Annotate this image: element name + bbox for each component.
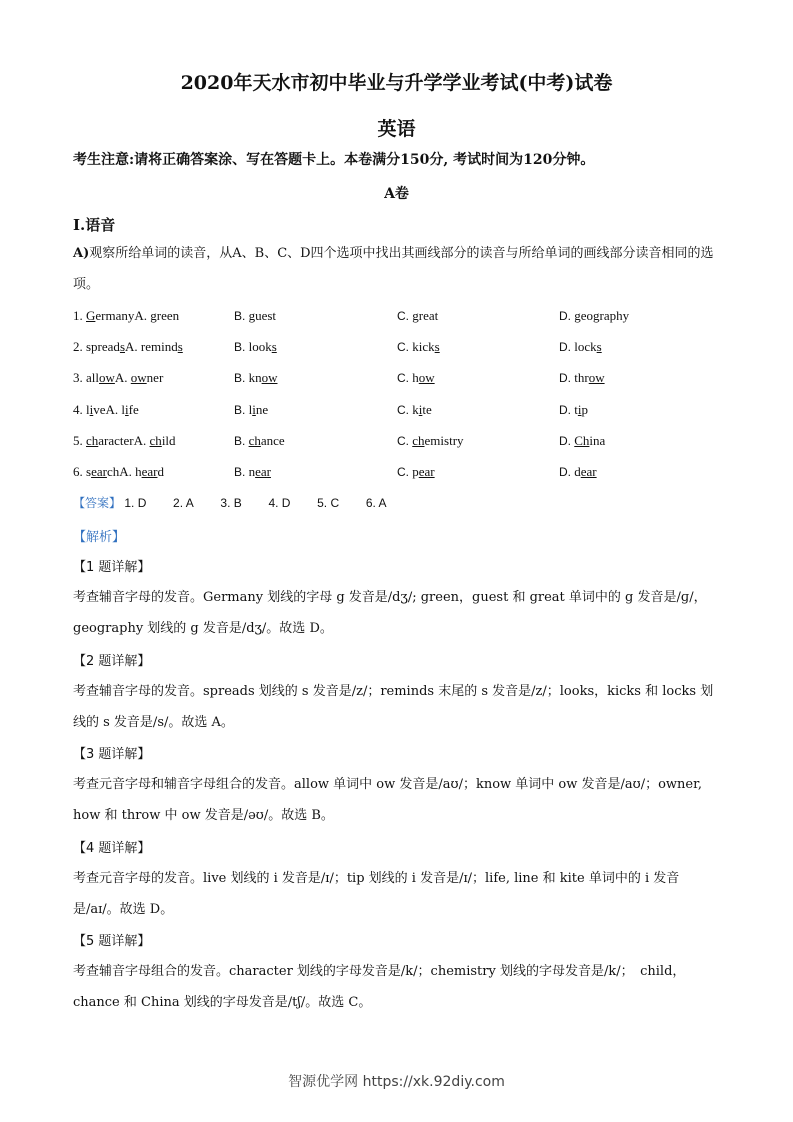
underlined-letters: ear [255,464,271,479]
word-part: kick [412,339,435,355]
analysis-label: 【解析】 [73,530,126,545]
option-letter: D. [559,340,571,355]
option-b [234,433,285,449]
option-letter: B. [234,340,246,355]
underlined-letters: ch [86,432,99,448]
underlined-letters: ch [248,432,261,448]
option-d [559,370,605,386]
word-part: A. [133,432,150,448]
word-part: A. [134,308,151,323]
word-part: lock [574,339,597,355]
word-part: aracter [98,432,134,448]
underlined-letters: i [418,401,423,417]
option-letter: C. [397,371,409,386]
word-part: ermany [95,308,135,323]
word-part: A. l [105,401,126,417]
detail-text: 考查元音字母和辅音字母组合的发音。allow 单词中 ow 发音是/aʊ/；know 单词中 ow 发音是/aʊ/；owner, how 和 throw 中 ow 发音是/əʊ/。故选 B。 [73,777,703,823]
instruction-marker: A) [73,246,90,261]
underlined-letters: ear [141,464,158,479]
underlined-letters: s [434,339,440,355]
option-letter: C. [397,433,409,448]
instruction [73,238,723,300]
option-letter: C. [397,402,409,417]
underlined-letters: g [150,308,157,323]
word-part: reat [418,308,439,323]
word-part: reen [156,308,180,323]
option-letter: D. [559,309,571,323]
word-part: spread [86,339,120,355]
volume-heading: A卷 [384,186,409,202]
word-part: ner [146,370,164,386]
subject-heading: 英语 [377,118,416,140]
detail-heading: 【1 题详解】 [73,560,151,575]
detail-heading: 【2 题详解】 [73,654,151,669]
word-part: fe [128,401,139,417]
word-part: ne [255,401,269,417]
option-c [397,402,432,418]
option-letter: C. [397,309,409,323]
underlined-letters: g [412,308,419,323]
word-part: thr [574,370,589,386]
option-b [234,339,277,355]
word-part: look [248,339,272,355]
answer-item: 6. A [365,496,387,510]
word-part: all [86,370,99,386]
underlined-letters: g [248,308,256,323]
underlined-letters: s [596,339,602,355]
word-part: ve [93,401,106,417]
question-number: 6. [73,464,83,479]
detail-text: 考查辅音字母的发音。spreads 划线的 s 发音是/z/；reminds 末尾的 s 发音是/z/；looks，kicks 和 locks 划线的 s 发音是/s/。故选 A。 [73,684,714,730]
detail-heading: 【5 题详解】 [73,934,151,949]
option-b [234,402,268,418]
option-letter: B. [234,433,246,448]
word-part: d [574,464,581,479]
option-c [397,464,435,480]
option-b [234,464,271,480]
underlined-letters: ow [130,370,147,386]
question-stem [73,402,139,418]
option-b [234,308,276,324]
option-d [559,308,629,324]
word-part: A. remind [125,339,178,355]
page-title: 2020年天水市初中毕业与升学学业考试(中考)试卷 [180,72,613,94]
underlined-letters: ear [91,464,107,479]
word-part: ina [589,432,606,448]
detail-heading: 【3 题详解】 [73,747,151,762]
word-part: k [412,401,419,417]
underlined-letters: i [252,401,256,417]
word-part: ch [106,464,120,479]
question-stem [73,433,176,449]
word-part: s [86,464,92,479]
exam-notice: 考生注意:请将正确答案涂、写在答题卡上。本卷满分150分, 考试时间为120分钟。 [73,152,595,168]
option-c [397,339,440,355]
underlined-letters: Ch [574,432,590,448]
answer-row [73,494,387,511]
question-stem [73,464,164,480]
detail-text: 考查辅音字母的发音。Germany 划线的字母 g 发音是/dʒ/; green，guest 和 great 单词中的 g 发音是/ɡ/，geography 划线的 g 发音是/dʒ/。故选 D。 [73,590,707,636]
underlined-letters: ear [580,464,597,479]
word-part: p [412,464,419,479]
question-number: 4. [73,401,83,417]
word-part: eography [580,308,630,323]
option-d [559,433,605,449]
underlined-letters: ch [149,432,162,448]
word-part: l [248,401,253,417]
word-part: A. [114,370,131,386]
underlined-letters: s [119,339,125,355]
option-d [559,464,597,480]
detail-text: 考查元音字母的发音。live 划线的 i 发音是/ɪ/；tip 划线的 i 发音是/ɪ/；life, line 和 kite 单词中的 i 发音是/aɪ/。故选 D。 [73,871,680,917]
word-part: te [422,401,432,417]
detail-text: 考查辅音字母组合的发音。character 划线的字母发音是/k/；chemistry 划线的字母发音是/k/； child，chance 和 China 划线的字母发音是/tʃ/。故选 C。 [73,964,686,1010]
word-part: ild [161,432,176,448]
option-d [559,339,602,355]
option-letter: C. [397,340,409,355]
section-heading: I.语音 [73,216,116,234]
word-part: l [86,401,90,417]
detail-heading: 【4 题详解】 [73,841,151,856]
option-letter: D. [559,402,571,417]
underlined-letters: i [125,401,129,417]
option-letter: B. [234,465,246,479]
word-part: kn [248,370,262,386]
word-part: h [412,370,419,386]
option-c [397,308,438,324]
underlined-letters: g [574,308,581,323]
option-letter: B. [234,402,246,417]
underlined-letters: s [271,339,277,355]
option-letter: D. [559,371,571,386]
underlined-letters: ow [588,370,605,386]
option-letter: D. [559,433,571,448]
instruction-text: 观察所给单词的读音，从A、B、C、D四个选项中找出其画线部分的读音与所给单词的画线部分读音相同的选项。 [73,246,714,292]
answer-label: 【答案】 [73,496,122,510]
option-c [397,370,435,386]
word-part: n [248,464,256,479]
footer-watermark: 智源优学网 https://xk.92diy.com [288,1074,505,1090]
answer-item: 5. C [317,496,340,510]
option-letter: D. [559,465,571,479]
answer-item: 4. D [268,496,291,510]
option-b [234,370,277,386]
underlined-letters: i [577,401,582,417]
underlined-letters: G [86,308,96,323]
underlined-letters: ow [261,370,278,386]
underlined-letters: s [177,339,183,355]
option-c [397,433,464,449]
word-part: t [574,401,578,417]
underlined-letters: ear [418,464,435,479]
answer-item: 1. D [124,496,147,510]
option-letter: B. [234,371,246,386]
word-part: uest [255,308,277,323]
word-part: d [157,464,164,479]
question-number: 3. [73,370,83,386]
option-d [559,402,588,418]
word-part: emistry [424,432,464,448]
question-stem [73,308,179,324]
question-stem [73,339,183,355]
question-number: 1. [73,308,83,323]
word-part: A. h [119,464,142,479]
option-letter: B. [234,309,246,323]
word-part: p [581,401,588,417]
underlined-letters: i [89,401,94,417]
answer-item: 3. B [220,496,242,510]
option-letter: C. [397,465,409,479]
underlined-letters: ow [99,370,115,386]
word-part: ance [260,432,285,448]
answer-item: 2. A [173,496,194,510]
underlined-letters: ch [412,432,425,448]
question-stem [73,370,163,386]
question-number: 2. [73,339,83,355]
underlined-letters: ow [418,370,435,386]
question-number: 5. [73,432,83,448]
